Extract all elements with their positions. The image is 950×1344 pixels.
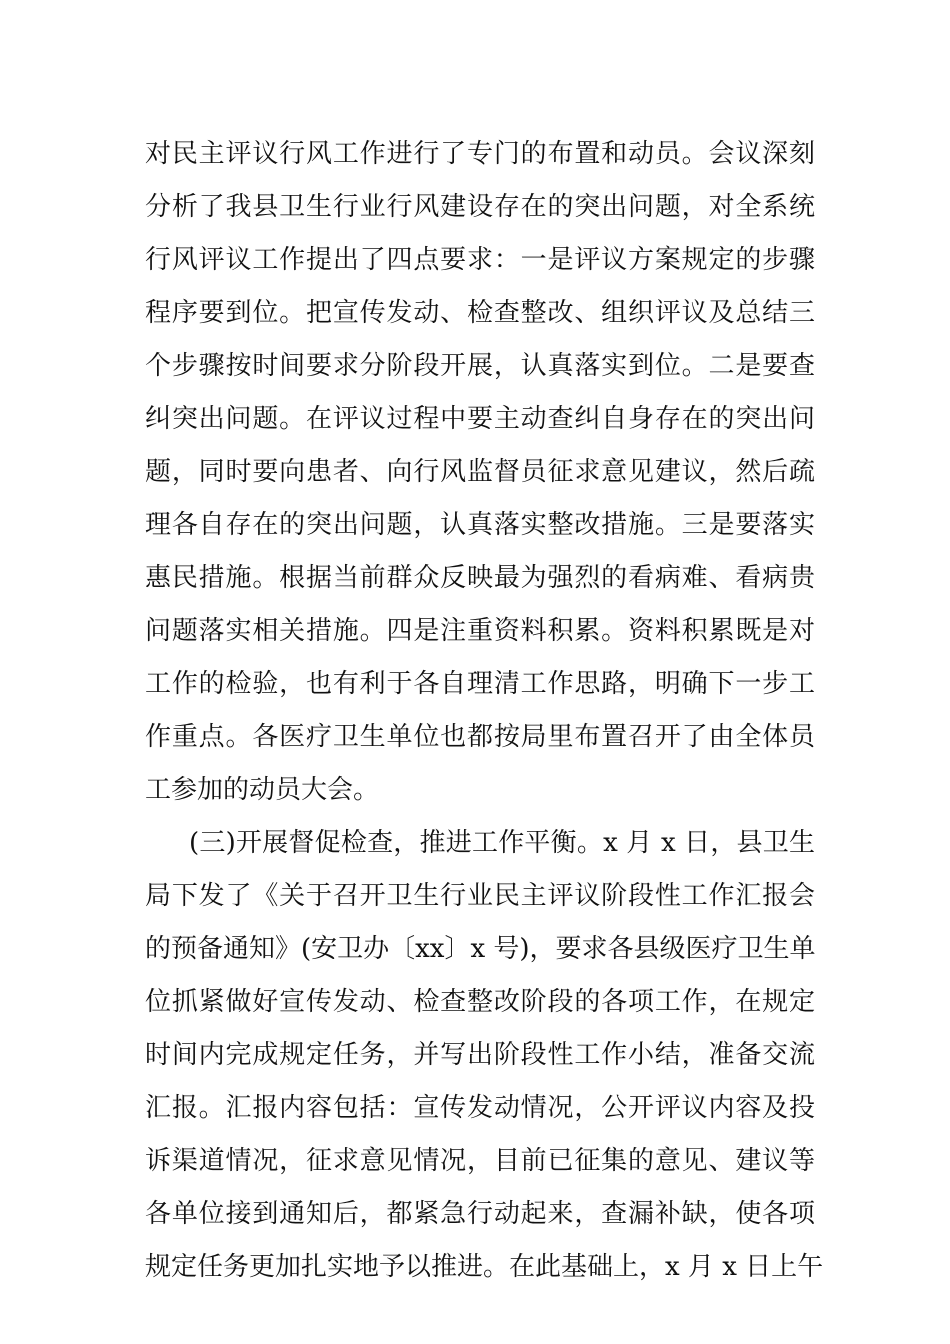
text-line: 诉渠道情况，征求意见情况，目前已征集的意见、建议等	[145, 1146, 815, 1176]
document-body	[145, 128, 824, 1294]
text-line: 个步骤按时间要求分阶段开展，认真落实到位。二是要查	[145, 351, 815, 381]
text-line: 规定任务更加扎实地予以推进。在此基础上，x 月 x 日上午	[145, 1252, 824, 1282]
text-line: 纠突出问题。在评议过程中要主动查纠自身存在的突出问	[145, 404, 815, 434]
paragraph-2	[145, 817, 824, 1294]
text-line: 惠民措施。根据当前群众反映最为强烈的看病难、看病贵	[145, 563, 815, 593]
paragraph-1	[145, 128, 815, 817]
text-line: 行风评议工作提出了四点要求：一是评议方案规定的步骤	[145, 245, 815, 275]
text-line: (三)开展督促检查，推进工作平衡。x 月 x 日，县卫生	[189, 828, 815, 858]
text-line: 时间内完成规定任务，并写出阶段性工作小结，准备交流	[145, 1040, 815, 1070]
text-line: 的预备通知》(安卫办〔xx〕x 号)，要求各县级医疗卫生单	[145, 934, 816, 964]
text-line: 工作的检验，也有利于各自理清工作思路，明确下一步工	[145, 669, 815, 699]
text-line: 对民主评议行风工作进行了专门的布置和动员。会议深刻	[145, 139, 815, 169]
text-line: 工参加的动员大会。	[145, 775, 380, 805]
text-line: 局下发了《关于召开卫生行业民主评议阶段性工作汇报会	[145, 881, 815, 911]
text-line: 作重点。各医疗卫生单位也都按局里布置召开了由全体员	[145, 722, 815, 752]
text-line: 题，同时要向患者、向行风监督员征求意见建议，然后疏	[145, 457, 815, 487]
text-line: 位抓紧做好宣传发动、检查整改阶段的各项工作，在规定	[145, 987, 815, 1017]
text-line: 各单位接到通知后，都紧急行动起来，查漏补缺，使各项	[145, 1199, 815, 1229]
text-line: 问题落实相关措施。四是注重资料积累。资料积累既是对	[145, 616, 815, 646]
text-line: 分析了我县卫生行业行风建设存在的突出问题，对全系统	[145, 192, 815, 222]
text-line: 程序要到位。把宣传发动、检查整改、组织评议及总结三	[145, 298, 815, 328]
text-line: 理各自存在的突出问题，认真落实整改措施。三是要落实	[145, 510, 815, 540]
text-line: 汇报。汇报内容包括：宣传发动情况，公开评议内容及投	[145, 1093, 815, 1123]
